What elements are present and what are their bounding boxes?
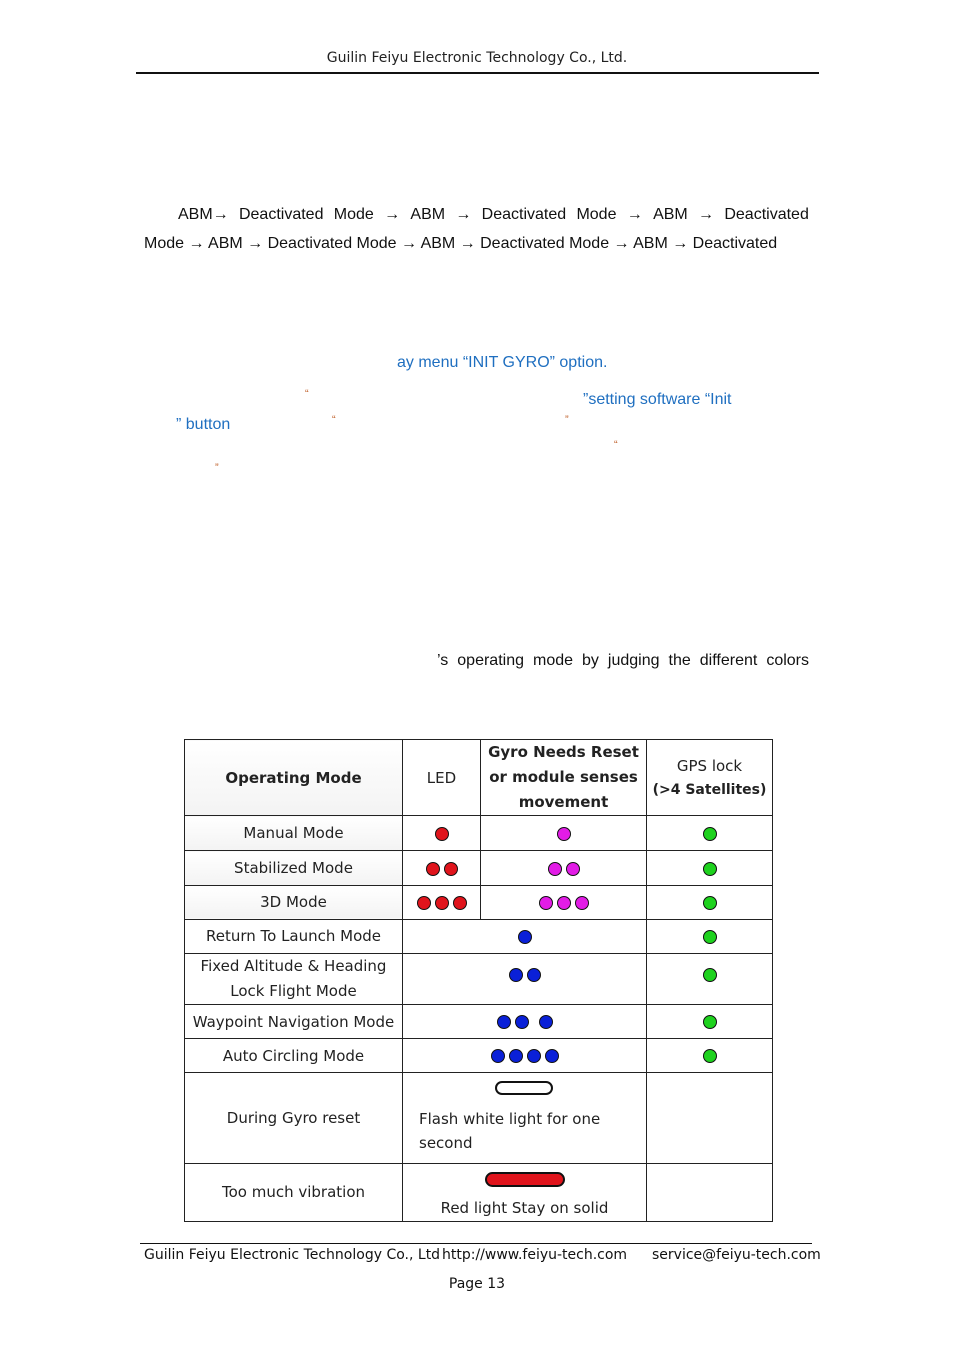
header-gyro-reset	[481, 740, 647, 816]
gps-cell	[647, 1073, 773, 1163]
seq-word: →	[384, 206, 401, 223]
seq-word: Deactivated	[481, 206, 567, 223]
mode-label: Stabilized Mode	[185, 851, 403, 885]
led-description: second	[419, 1134, 473, 1153]
quote-mark: ”	[565, 414, 569, 426]
mode-label: Auto Circling Mode	[185, 1039, 403, 1073]
red-led-icon	[435, 896, 449, 910]
mode-label: During Gyro reset	[185, 1073, 403, 1163]
gps-cell	[647, 919, 773, 953]
header-gps-lock	[647, 740, 773, 816]
seq-word: Deactivated	[238, 206, 324, 223]
table-row	[185, 919, 773, 953]
quote-mark: “	[614, 439, 618, 451]
mode-label: 3D Mode	[185, 885, 403, 919]
green-led-icon	[703, 1049, 717, 1063]
mode-sequence-line-1	[178, 206, 809, 224]
seq-word: ABM→	[178, 206, 229, 223]
gps-cell	[647, 1039, 773, 1073]
mode-label: Manual Mode	[185, 816, 403, 851]
magenta-led-icon	[548, 862, 562, 876]
led-cell	[403, 851, 481, 885]
led-cell	[403, 1005, 647, 1039]
gyro-cell	[481, 885, 647, 919]
gps-cell	[647, 1163, 773, 1221]
red-led-icon	[435, 827, 449, 841]
page-header: Guilin Feiyu Electronic Technology Co., Ltd.	[326, 50, 628, 66]
led-cell	[403, 1163, 647, 1221]
gps-cell	[647, 851, 773, 885]
gps-cell	[647, 953, 773, 1004]
red-led-icon	[417, 896, 431, 910]
mode-sequence-line-2: Mode → ABM → Deactivated Mode → ABM → Deactivated Mode → ABM → Deactivated	[144, 235, 778, 252]
led-cell	[403, 816, 481, 851]
table-row	[185, 1163, 773, 1221]
led-status-table	[184, 739, 773, 1222]
seq-word: Mode	[576, 206, 617, 223]
blue-led-icon	[509, 968, 523, 982]
led-cell	[403, 885, 481, 919]
header-gyro-line: or module senses	[489, 768, 638, 787]
blue-led-icon	[491, 1049, 505, 1063]
table-row	[185, 816, 773, 851]
magenta-led-icon	[557, 896, 571, 910]
seq-word: →	[455, 206, 472, 223]
gyro-cell	[481, 851, 647, 885]
header-gps-line: (>4 Satellites)	[652, 781, 767, 798]
quote-mark: ”	[215, 462, 219, 474]
green-led-icon	[703, 862, 717, 876]
page-number: Page 13	[448, 1276, 506, 1292]
red-led-icon	[444, 862, 458, 876]
quote-mark: “	[305, 388, 309, 400]
mode-label: Too much vibration	[185, 1163, 403, 1221]
magenta-led-icon	[575, 896, 589, 910]
gps-cell	[647, 885, 773, 919]
magenta-led-icon	[566, 862, 580, 876]
red-led-icon	[453, 896, 467, 910]
header-operating-mode: Operating Mode	[185, 740, 403, 816]
mode-label: Return To Launch Mode	[185, 919, 403, 953]
led-cell	[403, 953, 647, 1004]
green-led-icon	[703, 827, 717, 841]
table-row	[185, 953, 773, 1004]
footer-rule	[140, 1243, 812, 1244]
blue-led-icon	[527, 968, 541, 982]
gyro-cell	[481, 816, 647, 851]
led-description: Flash white light for one	[419, 1110, 601, 1129]
table-row	[185, 885, 773, 919]
white-light-icon	[495, 1081, 553, 1095]
table-row	[185, 1039, 773, 1073]
mode-label: Waypoint Navigation Mode	[185, 1005, 403, 1039]
seq-word: ABM	[653, 206, 688, 223]
footer-company: Guilin Feiyu Electronic Technology Co., Ltd	[144, 1247, 441, 1263]
seq-word: →	[698, 206, 715, 223]
green-led-icon	[703, 896, 717, 910]
gps-cell	[647, 816, 773, 851]
header-rule	[136, 72, 819, 74]
led-description: Red light Stay on solid	[440, 1198, 609, 1217]
blue-led-icon	[518, 930, 532, 944]
table-row	[185, 1005, 773, 1039]
led-cell	[403, 919, 647, 953]
blue-led-icon	[539, 1015, 553, 1029]
blue-led-icon	[527, 1049, 541, 1063]
green-led-icon	[703, 1015, 717, 1029]
mode-label-line: Fixed Altitude & Heading	[200, 956, 387, 975]
red-led-icon	[426, 862, 440, 876]
magenta-led-icon	[557, 827, 571, 841]
mode-label-line: Lock Flight Mode	[230, 981, 357, 1000]
led-cell	[403, 1039, 647, 1073]
footer-email[interactable]: service@feiyu-tech.com	[652, 1247, 821, 1263]
blue-led-icon	[497, 1015, 511, 1029]
blue-led-icon	[545, 1049, 559, 1063]
table-header-row	[185, 740, 773, 816]
table-row	[185, 1073, 773, 1163]
seq-word: Mode	[333, 206, 374, 223]
seq-word: →	[626, 206, 643, 223]
header-gps-line: GPS lock	[676, 756, 743, 775]
setting-software-text: ”setting software “Init	[583, 391, 732, 408]
seq-word: Deactivated	[724, 206, 809, 223]
header-gyro-line: Gyro Needs Reset	[488, 743, 639, 762]
green-led-icon	[703, 930, 717, 944]
operating-mode-text: ’s operating mode by judging the different colors	[437, 652, 809, 669]
blue-led-icon	[509, 1049, 523, 1063]
init-gyro-option-text: ay menu “INIT GYRO” option.	[397, 354, 608, 371]
green-led-icon	[703, 968, 717, 982]
init-button-text: ” button	[176, 416, 231, 433]
footer-url[interactable]: http://www.feiyu-tech.com	[442, 1247, 628, 1263]
magenta-led-icon	[539, 896, 553, 910]
quote-mark: “	[332, 414, 336, 426]
table-row	[185, 851, 773, 885]
blue-led-icon	[515, 1015, 529, 1029]
gps-cell	[647, 1005, 773, 1039]
red-light-icon	[485, 1172, 565, 1187]
led-cell	[403, 1073, 647, 1163]
seq-word: ABM	[410, 206, 446, 223]
header-led: LED	[403, 740, 481, 816]
mode-label	[185, 953, 403, 1004]
header-gyro-line: movement	[518, 793, 609, 812]
